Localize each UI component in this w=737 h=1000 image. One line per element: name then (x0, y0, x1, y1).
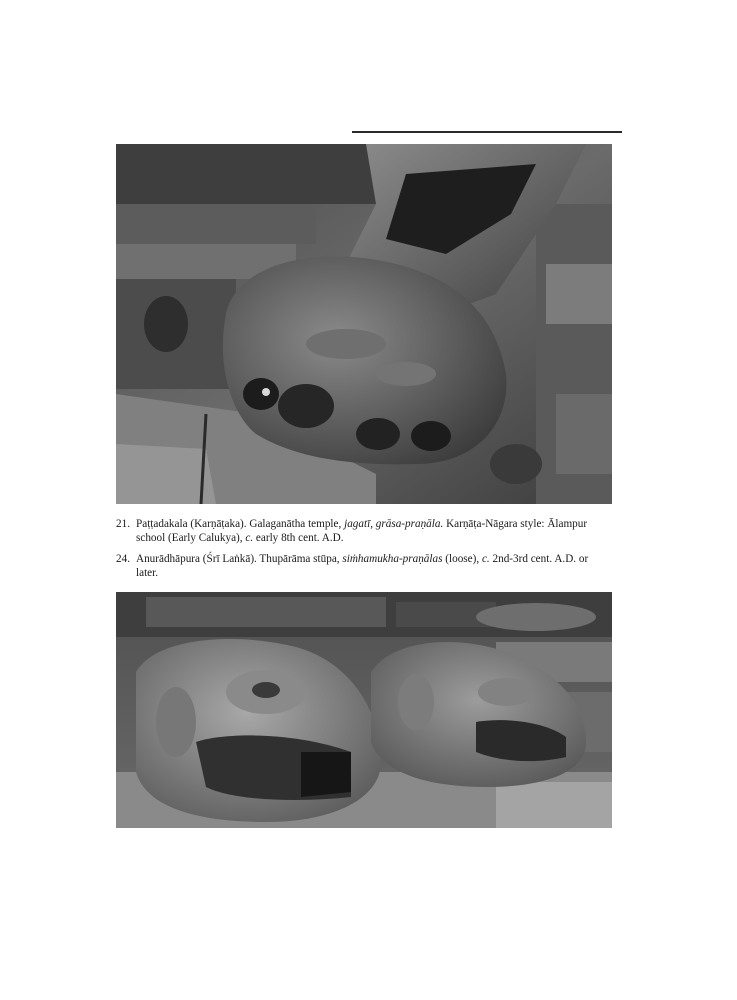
caption-italic-term: siṁhamukha-praṇālas (342, 553, 443, 565)
top-rule (352, 131, 622, 133)
caption-segment: Paṭṭadakala (Karṇāṭaka). Galaganātha temple, (136, 518, 345, 530)
caption-text (136, 517, 600, 545)
caption-segment: Karṇāṭa-Nāgara style: Ālampur school (Early Calukya), (136, 518, 588, 544)
caption-segment: early 8th cent. A.D. (253, 532, 344, 544)
caption-segment: Anurādhāpura (Śrī Laṅkā). Thupārāma stūpa, (136, 553, 343, 565)
caption-circa: c. (245, 532, 254, 544)
caption-24 (116, 552, 600, 580)
caption-21 (116, 517, 600, 545)
captions (116, 517, 600, 587)
photo-grasa-pranala (116, 144, 612, 504)
photo-simhamukha-pranalas (116, 592, 612, 828)
caption-italic-term: jagatī, grāsa-praṇāla. (344, 518, 444, 530)
caption-number: 24. (116, 553, 130, 565)
caption-circa: c. (481, 553, 490, 565)
caption-segment: (loose), (442, 553, 482, 565)
caption-number: 21. (116, 518, 130, 530)
caption-text (136, 552, 600, 580)
caption-segment: 2nd-3rd cent. A.D. or later. (136, 553, 589, 579)
